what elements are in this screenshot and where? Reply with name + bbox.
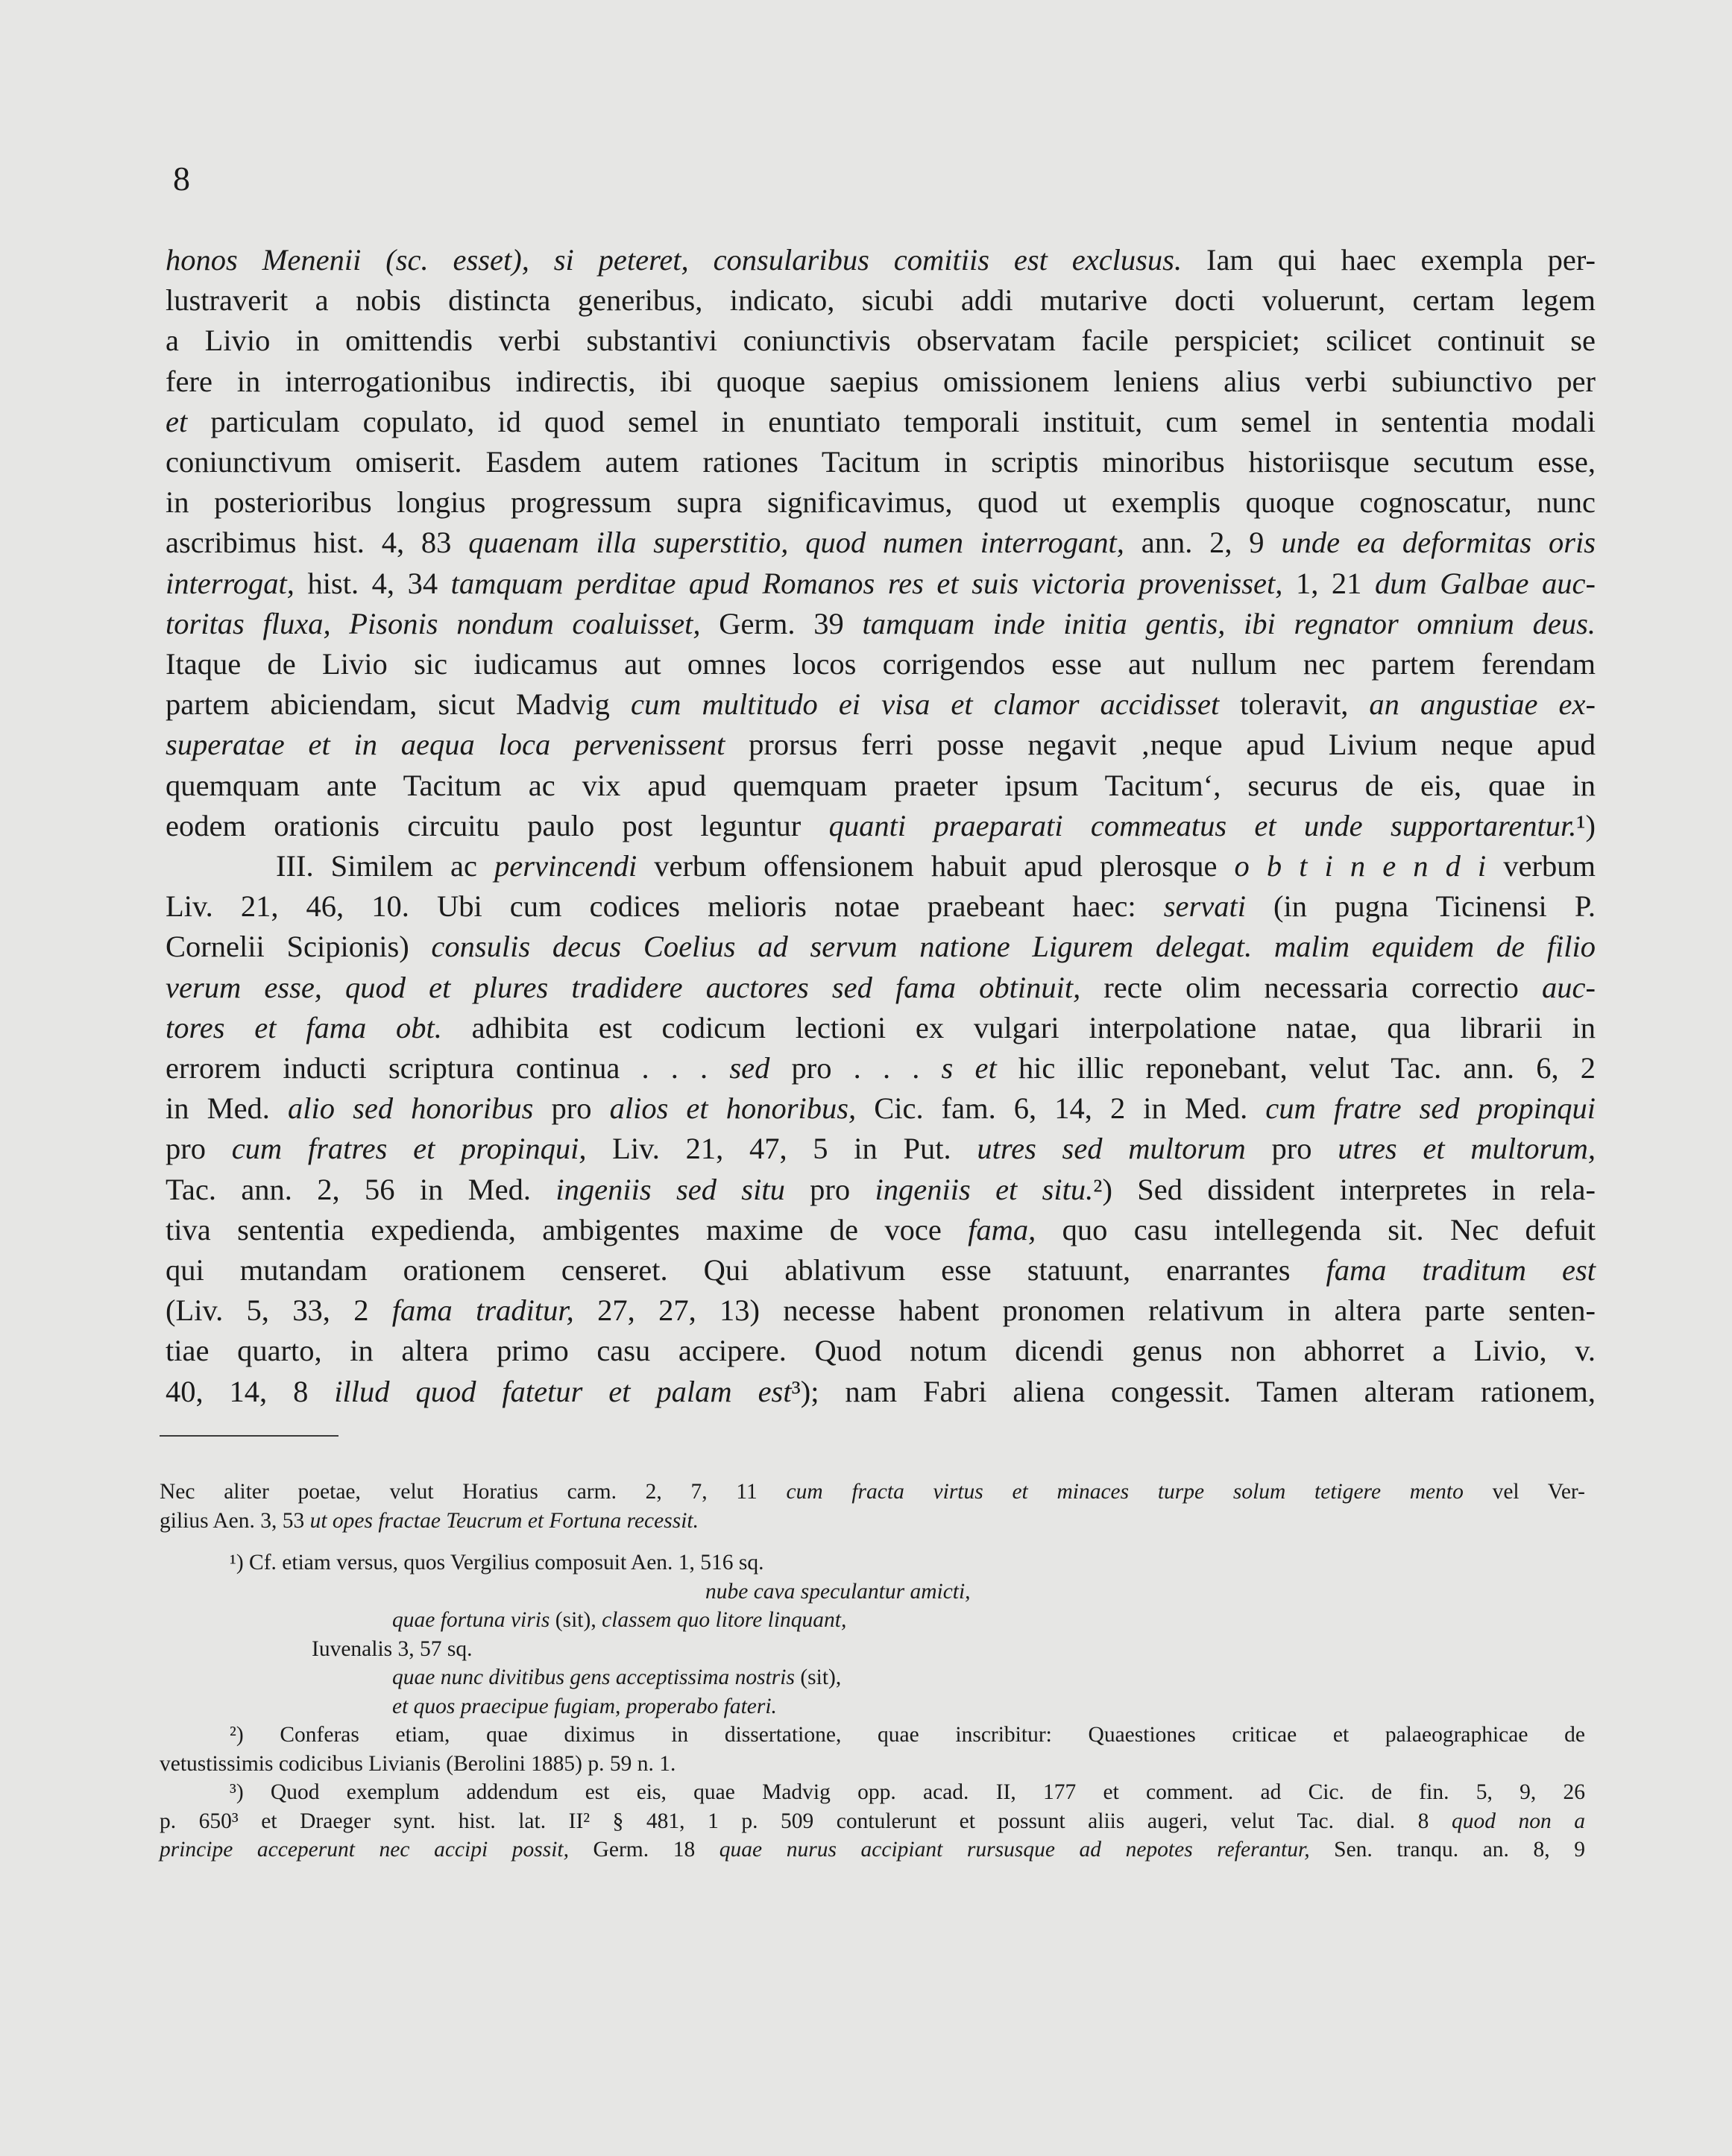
text-segment: in Med. — [166, 1091, 289, 1126]
text-line — [166, 1129, 1596, 1169]
text-line — [166, 725, 1596, 765]
italic-segment: illud quod fatetur et palam est — [334, 1374, 792, 1408]
text-segment: Itaque de Livio sic iudicamus aut omnes locos corrigendos esse aut nullum nec partem ferendam — [166, 647, 1596, 681]
italic-segment: utres sed multorum — [977, 1132, 1246, 1166]
text-line — [166, 968, 1596, 1008]
italic-segment: quae fortuna viris — [392, 1608, 550, 1632]
text-segment: (sit), — [549, 1608, 602, 1632]
text-segment: Germ. 18 — [568, 1838, 719, 1862]
italic-segment: o b t i n e n d i — [1234, 849, 1487, 883]
footnote-2 — [160, 1721, 1585, 1750]
text-segment: III. Similem ac — [276, 849, 495, 883]
text-segment: pro . . . — [769, 1051, 942, 1085]
italic-segment: quae nunc divitibus gens acceptissima nostris — [392, 1665, 795, 1689]
italic-segment: fama, — [968, 1212, 1036, 1246]
italic-segment: tamquam inde initia gentis, ibi regnator omnium deus. — [862, 606, 1596, 640]
text-segment: (in pugna Ticinensi P. — [1245, 889, 1596, 924]
italic-segment: quaenam illa superstitio, quod numen interrogant, — [468, 526, 1124, 560]
text-segment: particulam copulato, id quod semel in enuntiato temporali instituit, cum semel in sententia modali — [187, 404, 1596, 438]
text-segment: Liv. 21, 46, 10. Ubi cum codices melioris notae praebeant haec: — [166, 889, 1164, 924]
text-line — [166, 1372, 1596, 1412]
text-line — [166, 1170, 1596, 1210]
text-segment: lustraverit a nobis distincta generibus, indicato, sicubi addi mutarive docti voluerunt, certam legem — [166, 283, 1596, 318]
italic-segment: fama traditur, — [391, 1293, 574, 1328]
text-segment: quemquam ante Tacitum ac vix apud quemquam praeter ipsum Tacitum‘, securus de eis, quae in — [166, 768, 1596, 802]
italic-segment: cum fracta virtus et minaces turpe solum tetigere mento — [786, 1480, 1464, 1504]
footnotes-block — [160, 1478, 1585, 1865]
text-line — [166, 766, 1596, 806]
text-segment: Cic. fam. 6, 14, 2 in Med. — [856, 1091, 1266, 1126]
text-segment: vetustissimis codicibus Livianis (Berolini 1885) p. 59 n. 1. — [160, 1751, 676, 1776]
text-segment: in posterioribus longius progressum supra significavimus, quod ut exemplis quoque cognoscatur, nunc — [166, 485, 1596, 520]
italic-segment: principe acceperunt nec accipi possit, — [160, 1838, 569, 1862]
italic-segment: dum Galbae auc- — [1374, 566, 1596, 600]
footnote-1 — [160, 1548, 1585, 1577]
text-line — [166, 564, 1596, 604]
footnote-line — [160, 1478, 1585, 1507]
text-line — [166, 1088, 1596, 1129]
text-segment: ¹) Cf. etiam versus, quos Vergilius composuit Aen. 1, 516 sq. — [230, 1551, 764, 1575]
italic-segment: fama traditum est — [1326, 1253, 1596, 1287]
text-line — [166, 684, 1596, 725]
text-segment: prorsus ferri posse negavit ‚neque apud Livium neque apud — [725, 728, 1596, 762]
text-line — [166, 442, 1596, 482]
italic-segment: ut opes fractae Teucrum et Fortuna recessit. — [309, 1508, 699, 1533]
text-segment: ³) Quod exemplum addendum est eis, quae Madvig opp. acad. II, 177 et comment. ad Cic. de fin. 5, 9, 26 — [230, 1780, 1585, 1804]
italic-segment: toritas fluxa, Pisonis nondum coaluisset, — [166, 606, 701, 640]
text-segment: ²) Conferas etiam, quae diximus in dissertatione, quae inscribitur: Quaestiones criticae et palaeographicae de — [230, 1723, 1585, 1747]
text-line — [166, 362, 1596, 402]
text-segment: ²) Sed dissident interpretes in rela- — [1093, 1172, 1596, 1206]
text-segment: ¹) — [1576, 808, 1596, 842]
verse-line — [160, 1606, 1585, 1635]
text-segment: p. 650³ et Draeger synt. hist. lat. II² § 481, 1 p. 509 contulerunt et possunt aliis augeri, velut Tac. dial. 8 — [160, 1809, 1452, 1833]
italic-segment: et — [166, 404, 188, 438]
text-segment: toleravit, — [1219, 687, 1370, 722]
text-line — [166, 321, 1596, 361]
text-line — [166, 604, 1596, 644]
text-segment: hist. 4, 34 — [294, 566, 451, 600]
italic-segment: nube cava speculantur amicti, — [705, 1579, 971, 1604]
text-line — [166, 1210, 1596, 1250]
italic-segment: tamquam perditae apud Romanos res et suis victoria provenisset, — [450, 566, 1283, 600]
text-segment: Iam qui haec exempla per- — [1182, 243, 1596, 277]
text-segment: hic illic reponebant, velut Tac. ann. 6, 2 — [996, 1051, 1596, 1085]
text-segment: vel Ver- — [1463, 1480, 1585, 1504]
footnote-line — [160, 1835, 1585, 1865]
text-line — [166, 523, 1596, 563]
italic-segment: quae nurus accipiant rursusque ad nepotes referantur, — [719, 1838, 1310, 1862]
text-line — [166, 927, 1596, 967]
text-line — [166, 1008, 1596, 1048]
footnote-divider — [160, 1435, 338, 1437]
text-segment: Iuvenalis 3, 57 sq. — [312, 1636, 473, 1661]
text-segment: (Liv. 5, 33, 2 — [166, 1293, 392, 1328]
italic-segment: unde ea deformitas oris — [1281, 526, 1596, 560]
italic-segment: alios et honoribus, — [609, 1091, 857, 1126]
text-line — [166, 644, 1596, 684]
italic-segment: s et — [941, 1051, 997, 1085]
italic-segment: consulis decus Coelius ad servum natione Ligurem delegat. malim equidem de filio — [431, 930, 1596, 964]
text-segment: 27, 27, 13) necesse habent pronomen relativum in altera parte senten- — [573, 1293, 1596, 1328]
italic-segment: ingeniis sed situ — [555, 1172, 785, 1206]
text-line — [166, 886, 1596, 927]
text-line — [166, 1290, 1596, 1331]
italic-segment: auc- — [1542, 970, 1596, 1004]
italic-segment: sed — [729, 1051, 770, 1085]
text-line — [166, 1048, 1596, 1088]
text-segment: quo casu intellegenda sit. Nec defuit — [1036, 1212, 1596, 1246]
verse-line — [160, 1577, 1585, 1607]
section-heading-line — [166, 846, 1596, 886]
text-line — [166, 806, 1596, 846]
text-segment: pro — [1245, 1132, 1338, 1166]
page-number: 8 — [173, 160, 190, 198]
italic-segment: cum fratre sed propinqui — [1265, 1091, 1596, 1126]
text-segment: coniunctivum omiserit. Easdem autem rationes Tacitum in scriptis minoribus historiisque secutum esse, — [166, 445, 1596, 479]
italic-segment: tores et fama obt. — [166, 1010, 442, 1044]
footnote-line — [160, 1635, 1585, 1664]
text-line — [166, 280, 1596, 321]
text-segment: a Livio in omittendis verbi substantivi coniunctivis observatam facile perspiciet; scilicet continuit se — [166, 324, 1596, 358]
italic-segment: ingeniis et situ. — [875, 1172, 1094, 1206]
italic-segment: honos Menenii (sc. esset), si peteret, consularibus comitiis est exclusus. — [166, 243, 1183, 277]
text-segment: Germ. 39 — [700, 606, 863, 640]
italic-segment: classem quo litore linquant, — [602, 1608, 847, 1632]
text-segment: (sit), — [794, 1665, 842, 1689]
verse-line — [160, 1663, 1585, 1692]
text-segment: partem abiciendam, sicut Madvig — [166, 687, 631, 722]
text-segment: verbum offensionem habuit apud plerosque — [637, 849, 1235, 883]
italic-segment: servati — [1163, 889, 1246, 924]
text-segment: fere in interrogationibus indirectis, ibi quoque saepius omissionem leniens alius verbi subiunctivo per — [166, 364, 1596, 398]
text-segment: ascribimus hist. 4, 83 — [166, 526, 469, 560]
text-segment: adhibita est codicum lectioni ex vulgari interpolatione natae, qua librarii in — [441, 1010, 1596, 1044]
text-line — [166, 1331, 1596, 1371]
text-segment: verbum — [1486, 849, 1596, 883]
text-segment: tiva sententia expedienda, ambigentes maxime de voce — [166, 1212, 969, 1246]
text-segment: Sen. tranqu. an. 8, 9 — [1309, 1838, 1585, 1862]
text-segment: eodem orationis circuitu paulo post leguntur — [166, 808, 829, 842]
italic-segment: interrogat, — [166, 566, 295, 600]
footnote-3 — [160, 1778, 1585, 1807]
text-segment: recte olim necessaria correctio — [1080, 970, 1543, 1004]
text-segment: gilius Aen. 3, 53 — [160, 1508, 310, 1533]
italic-segment: cum multitudo ei visa et clamor accidisset — [630, 687, 1220, 722]
text-segment: 40, 14, 8 — [166, 1374, 335, 1408]
footnote-line — [160, 1807, 1585, 1836]
italic-segment: an angustiae ex- — [1369, 687, 1596, 722]
text-line — [166, 240, 1596, 280]
footnote-line — [160, 1750, 1585, 1779]
text-segment: ³); nam Fabri aliena congessit. Tamen alteram rationem, — [791, 1374, 1596, 1408]
text-segment: pro — [533, 1091, 610, 1126]
italic-segment: verum esse, quod et plures tradidere auctores sed fama obtinuit, — [166, 970, 1081, 1004]
text-segment: qui mutandam orationem censeret. Qui ablativum esse statuunt, enarrantes — [166, 1253, 1326, 1287]
italic-segment: cum fratres et propinqui, — [231, 1132, 587, 1166]
text-line — [166, 482, 1596, 523]
italic-segment: quod non a — [1451, 1809, 1586, 1833]
italic-segment: alio sed honoribus — [288, 1091, 534, 1126]
text-segment: tiae quarto, in altera primo casu accipere. Quod notum dicendi genus non abhorret a Livio, v. — [166, 1334, 1596, 1368]
text-segment: errorem inducti scriptura continua . . . — [166, 1051, 730, 1085]
text-line — [166, 402, 1596, 442]
text-line — [166, 1250, 1596, 1290]
italic-segment: superatae et in aequa loca pervenissent — [166, 728, 725, 762]
text-segment: Nec aliter poetae, velut Horatius carm. 2, 7, 11 — [160, 1480, 787, 1504]
text-segment: pro — [784, 1172, 875, 1206]
text-segment: 1, 21 — [1282, 566, 1375, 600]
text-segment: Tac. ann. 2, 56 in Med. — [166, 1172, 556, 1206]
italic-segment: et quos praecipue fugiam, properabo fateri. — [392, 1694, 777, 1718]
text-segment: ann. 2, 9 — [1124, 526, 1282, 560]
verse-line — [160, 1692, 1585, 1721]
italic-segment: quanti praeparati commeatus et unde supportarentur. — [828, 808, 1577, 842]
footnote-line — [160, 1507, 1585, 1536]
text-segment: pro — [166, 1132, 232, 1166]
text-segment: Liv. 21, 47, 5 in Put. — [586, 1132, 977, 1166]
main-text-block — [166, 240, 1596, 1412]
text-segment: Cornelii Scipionis) — [166, 930, 432, 964]
italic-segment: pervincendi — [494, 849, 637, 883]
italic-segment: utres et multorum, — [1338, 1132, 1596, 1166]
